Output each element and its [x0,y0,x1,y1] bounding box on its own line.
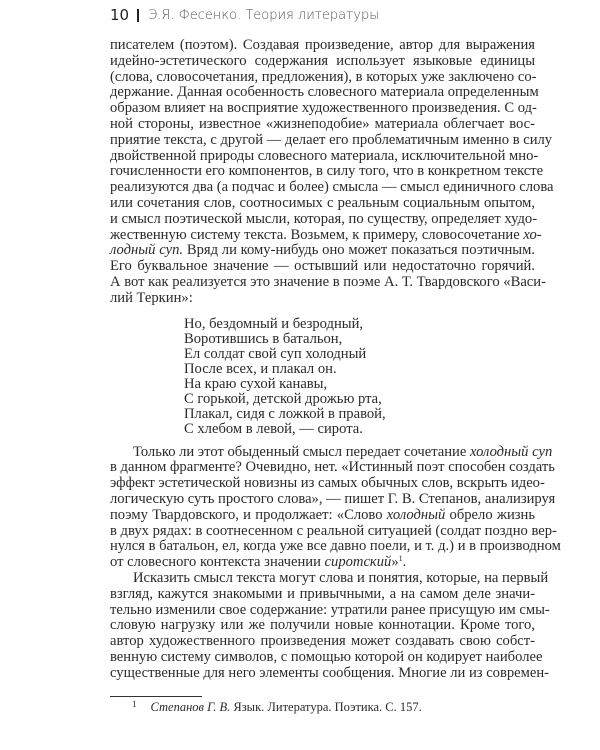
text-run: (слова, словосочетания, предложения), в которых уже заключено со- [110,68,537,85]
paragraph-2 [110,443,561,571]
text-run: от словесного контекста значении [110,554,325,571]
page-number: 10 [110,6,130,24]
text-run: Исказить смысл текста могут слова и понятия, которые, на первый [133,569,549,586]
italic-term: сиротский [324,554,392,571]
text-line [110,259,535,275]
text-run: нулся в батальон, ел, когда уже все давно поели, и т. д.) и в производном [110,538,561,555]
text-run: писателем (поэтом). Создавая произведение, автор для выражения [110,37,535,53]
text-run: словую нагрузку или же получили новые коннотации. Кроме того, [110,617,535,634]
text-line [110,273,546,291]
poem-line: С хлебом в левой, — сирота. [184,420,363,437]
text-run: эффект эстетической новизны из самых обычных слов, вскрыть идео- [110,475,545,492]
footnote-ref[interactable]: 1 [398,554,403,564]
text-run: и смысл поэтической мысли, которая, по существу, определяет худо- [110,210,538,227]
header-divider [137,9,139,22]
text-run: . [402,554,407,571]
text-run: приятие текста, с другой — делает его проблематичным именно в силу [110,131,553,148]
poem-line: После всех, и плакал он. [184,360,337,377]
text-line [110,538,561,555]
text-line [110,163,544,180]
paragraph-3 [110,569,550,682]
text-run: » [391,554,399,571]
italic-term: холодный суп [469,443,553,460]
text-line [110,443,553,461]
running-title: Э.Я. Фесенко. Теория литературы [148,7,380,23]
text-line [110,459,555,476]
text-line [110,38,535,54]
text-run: Его буквальное значение — остывший или недостаточно горячий. [110,258,535,275]
text-run: или сочетания слов, соотносимых с реальным социальным опытом, [110,194,535,211]
text-run: жественную систему текста. Возьмем, к примеру, словосочетание [110,226,524,243]
footnote-number: 1 [132,699,137,709]
text-run: венную систему символов, с помощью которой он кодирует наиболее [110,648,543,665]
text-run: обрело жизнь [445,506,536,523]
poem-line: На краю сухой канавы, [184,375,328,392]
text-line [110,117,535,133]
text-run: ной стороны, известное «жизнеподобие» материала облегчает вос- [110,115,535,132]
text-run: образом влияет на восприятие художественного произведения. С од- [110,100,537,117]
poem-line: Ел солдат свой суп холодный [184,345,367,362]
text-line [110,291,535,307]
footnote-author: Степанов Г. В. [150,700,231,714]
text-run: держание. Данная особенность словесного материала определенным [110,84,539,101]
text-run: существенные для него элементы сообщения. Многие ли из современ- [110,664,550,681]
text-line [110,101,535,117]
italic-term: лодный суп. [110,242,184,259]
text-run: логическую суть простого слова», — пишет Г. В. Степанов, анализируя [110,490,556,507]
footnote [132,699,422,715]
text-run: тельно изменили свое содержание: утратили ранее присущую им смы- [110,601,550,618]
text-run: А вот как реализуется это значение в поэме А. Т. Твардовского «Васи- [110,273,546,290]
text-line [110,618,535,634]
italic-term: холодный [386,506,446,523]
text-line [110,210,538,228]
text-line [110,587,535,603]
text-run: лий Теркин»: [110,289,193,306]
text-run: Вряд ли кому-нибудь оно может показаться поэтичным. [183,242,535,259]
text-line [110,131,553,149]
text-line [110,522,557,540]
text-run: реализуются два (а подчас и более) смысла — смысл единичного слова [110,179,554,196]
text-line [110,664,550,682]
text-run: идейно-эстетического содержания использует языковые единицы [110,52,535,69]
text-run: автор художественного произведения может создавать свою собст- [110,633,535,650]
text-run: взгляд, кажутся знакомыми и привычными, а на самом деле значи- [110,585,535,602]
text-run: в двух рядах: в соотнесенном с реальной ситуацией (солдат поздно вер- [110,522,557,539]
page-body [110,37,561,682]
poem-line: Воротившись в батальон, [184,330,343,347]
footnote-rule [110,696,202,697]
text-line [110,648,543,666]
text-line [110,243,535,259]
footnote-text: Язык. Литература. Поэтика. С. 157. [230,700,422,714]
paragraph-1 [110,37,554,307]
poem-line: С горькой, детской дрожью рта, [184,390,382,407]
text-line [110,601,550,619]
running-header [110,6,379,24]
poem-quote [110,317,535,437]
text-run: двойственной природы словесного материала, исключительной мно- [110,147,539,164]
text-run: Только ли этот обыденный смысл передает сочетание [133,443,470,460]
text-line [110,555,535,571]
text-line [110,179,554,196]
text-run: гочисленности его компонентов, в силу того, что в конкретном тексте [110,163,544,180]
text-line [110,490,556,508]
poem-line: Но, бездомный и безродный, [184,315,364,332]
text-run: в данном фрагменте? Очевидно, нет. «Истинный поэт способен создать [110,459,555,476]
text-line [110,54,535,70]
poem-line: Плакал, сидя с ложкой в правой, [184,405,386,422]
text-line [110,196,535,212]
text-line [110,508,535,524]
text-line [110,634,535,650]
text-line [110,226,542,244]
text-line [110,70,535,86]
text-line [110,569,549,587]
text-line [110,84,539,101]
text-line [110,147,539,165]
text-line [110,475,545,492]
text-run: поэму Твардовского, и продолжает: «Слово [110,506,387,523]
italic-term: хо- [523,226,542,243]
